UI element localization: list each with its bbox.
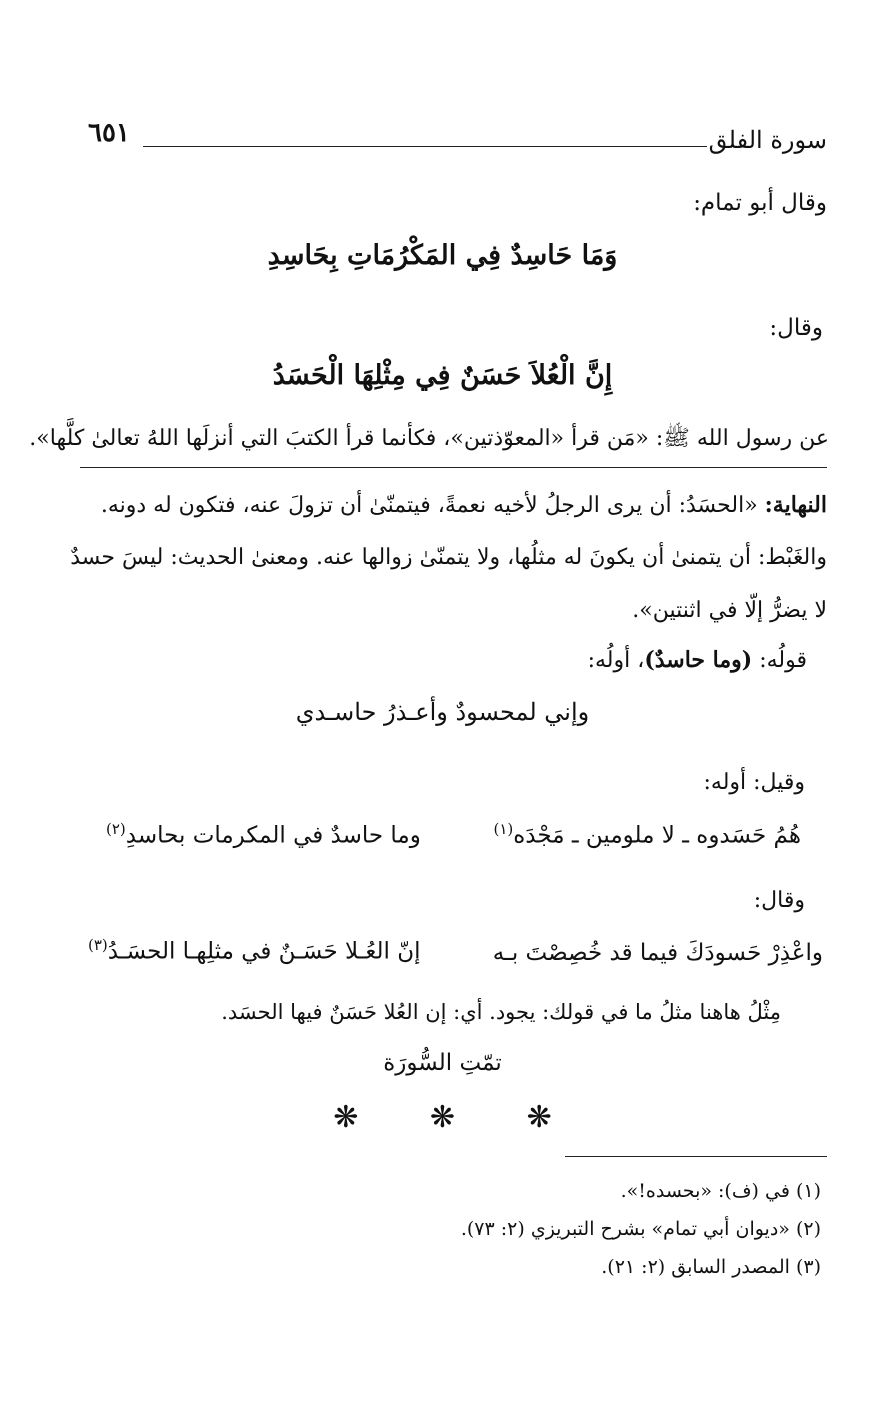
commentary-nihaya-line1 xyxy=(101,492,827,518)
couplet2-first-hemistich: واعْذِرْ حَسودَكَ فيما قد خُصِصْتَ بـه xyxy=(492,940,823,966)
qawluhu-line xyxy=(588,647,807,673)
qawluhu-label: قولُه: xyxy=(752,648,807,673)
intro-line-qal: وقال: xyxy=(769,315,823,341)
footnote-ref-2: (٢) xyxy=(106,820,126,838)
surah-title: سورة الفلق xyxy=(708,126,827,154)
star-icon: ❋ xyxy=(333,1100,359,1135)
qawluhu-rest: ، أولُه: xyxy=(587,648,645,673)
intro-line-abu-tammam: وقال أبو تمام: xyxy=(693,190,827,216)
ornament-stars xyxy=(0,1100,885,1135)
star-icon: ❋ xyxy=(429,1100,456,1135)
verse-inni-lamahsud: وإني لمحسودٌ وأعـذرُ حاسـدي xyxy=(295,698,590,726)
hadith-line: عن رسول الله ﷺ: «مَن قرأ «المعوّذتين»، فكأنما قرأ الكتبَ التي أنزلَها اللهُ تعالىٰ كلَّها». xyxy=(29,426,829,451)
footnote-ref-3: (٣) xyxy=(88,936,108,954)
footnote-divider xyxy=(565,1156,827,1157)
commentary-source-label: النهاية: xyxy=(764,492,827,518)
couplet1-first-text: هُمُ حَسَدوه ـ لا ملومين ـ مَجْدَه xyxy=(513,822,801,849)
couplet1-second-hemistich xyxy=(106,820,421,849)
header-rule xyxy=(143,146,707,147)
main-text-divider xyxy=(80,467,827,468)
footnote-ref-1: (١) xyxy=(493,820,514,838)
couplet2-second-hemistich xyxy=(88,936,421,965)
qil-awwaluh-line: وقيل: أوله: xyxy=(703,770,805,795)
commentary-nihaya-line2: والغَبْط: أن يتمنىٰ أن يكونَ له مثلُها، ولا يتمنّىٰ زوالها عنه. ومعنىٰ الحديث: ليسَ حسدٌ xyxy=(70,545,827,570)
explanation-line: مِثْلُ هاهنا مثلُ ما في قولك: يجود. أي: إن العُلا حَسَنٌ فيها الحسَد. xyxy=(221,1000,781,1024)
commentary-text: «الحسَدُ: أن يرى الرجلُ لأخيه نعمةً، فيتمنّىٰ أن تزولَ عنه، فتكون له دونه. xyxy=(100,493,765,518)
qawluhu-quote: (وما حاسدٌ) xyxy=(644,647,753,673)
qal-line: وقال: xyxy=(753,888,805,913)
couplet2-second-text: إنّ العُـلا حَسَـنٌ في مثلِهـا الحسَـدُ xyxy=(107,938,421,965)
footnote-1: (١) في (ف): «بحسده!». xyxy=(620,1180,821,1202)
couplet1-first-hemistich xyxy=(493,820,801,849)
verse-ula: إِنَّ الْعُلاَ حَسَنٌ فِي مِثْلِهَا الْحَسَدُ xyxy=(272,360,613,391)
commentary-nihaya-line3: لا يضرُّ إلّا في اثنتين». xyxy=(632,598,827,623)
couplet1-second-text: وما حاسدٌ في المكرمات بحاسدِ xyxy=(125,822,421,849)
footnote-2: (٢) «ديوان أبي تمام» بشرح التبريزي (٢: ٧٣). xyxy=(460,1218,821,1240)
page-number: ٦٥١ xyxy=(88,118,130,148)
surah-end-label: تمّتِ السُّورَة xyxy=(383,1050,502,1076)
star-icon: ❋ xyxy=(526,1100,552,1135)
verse-abu-tammam: وَمَا حَاسِدٌ فِي المَكْرُمَاتِ بِحَاسِدِ xyxy=(267,240,618,271)
footnote-3: (٣) المصدر السابق (٢: ٢١). xyxy=(601,1256,821,1278)
